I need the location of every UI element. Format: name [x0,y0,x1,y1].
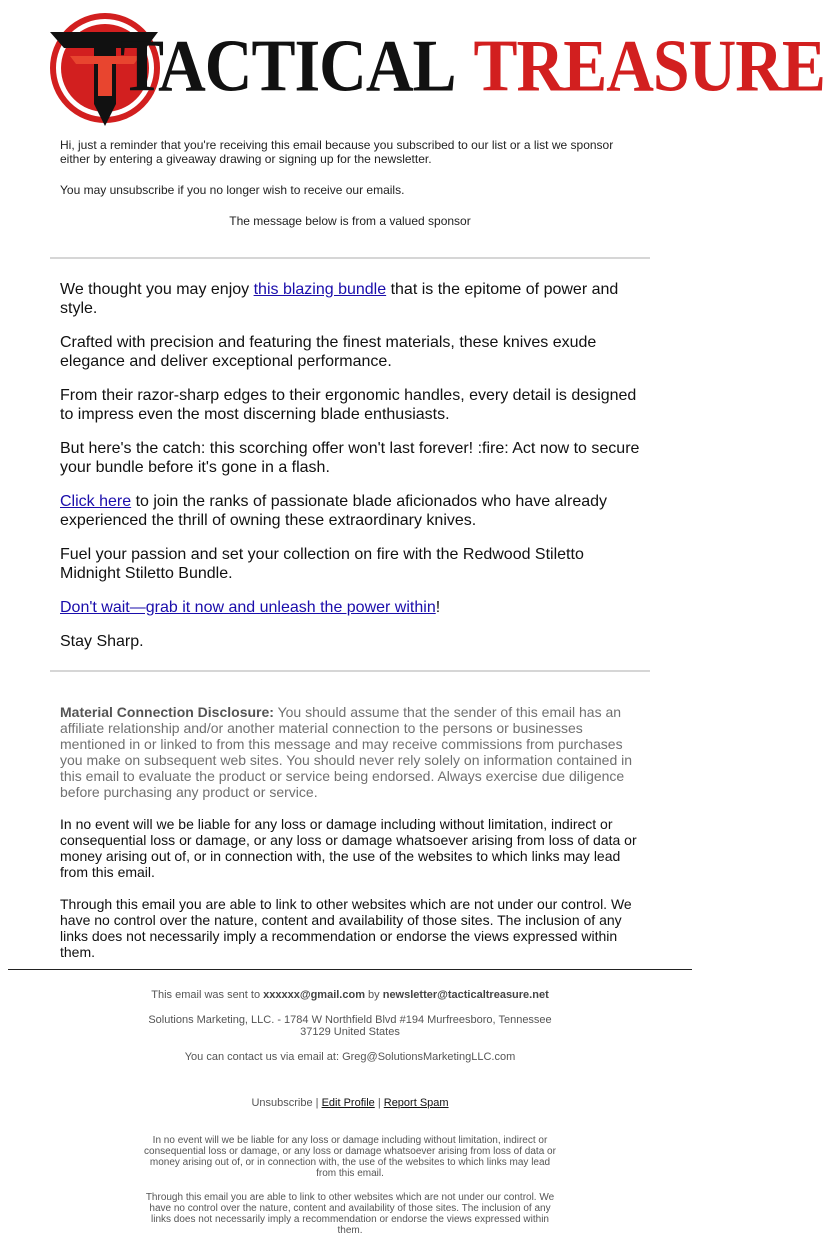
promo-paragraph-3: From their razor-sharp edges to their ergonomic handles, every detail is designed to impress even the most discerning blade enthusiasts. [60,387,637,423]
unsubscribe-link[interactable]: Unsubscribe [251,1097,313,1109]
grab-it-now-link[interactable]: Don't wait—grab it now and unleash the power within [60,599,436,616]
separator-1: | [312,1097,322,1109]
sender-email: newsletter@tacticaltreasure.net [382,989,549,1001]
separator-2: | [374,1097,384,1109]
material-connection-disclosure [60,704,645,800]
disclosure-heading: Material Connection Disclosure: [60,704,274,720]
disclosure-text: You should assume that the sender of this email has an affiliate relationship and/or another material connection to the persons or businesses mentioned in or linked to from this message and may receive commissions from purchases you make on subsequent web sites. You should never rely solely on information contained in this email to evaluate the product or service being endorsed. Always exercise due diligence before purchasing any product or service. [60,704,633,800]
edit-profile-link[interactable]: Edit Profile [321,1097,375,1109]
email-footer [140,989,560,1249]
report-spam-link[interactable]: Report Spam [383,1097,449,1109]
p1-text-after: that is the epitome of power and style. [60,281,619,317]
footer-rule [8,969,692,970]
brand-name-black: TACTICAL [120,25,456,108]
sent-prefix: This email was sent to [151,989,264,1001]
p5-text-after: to join the ranks of passionate blade aficionados who have already experienced the thrill of owning these extraordinary knives. [60,493,608,529]
brand-wordmark [120,22,825,112]
unsubscribe-note: You may unsubscribe if you no longer wish to receive our emails. [60,183,405,197]
p7-text-after: ! [435,599,441,616]
divider-top [50,257,650,259]
external-links-disclaimer: Through this email you are able to link to other websites which are not under our control. We have no control over the nature, content and availability of those sites. The inclusion of any links does not necessarily imply a recommendation or endorse the views expressed within them. [60,896,632,960]
footer-liability: In no event will we be liable for any loss or damage including without limitation, indirect or consequential loss or damage, or any loss or damage whatsoever arising from loss of data or money arising out of, or in connection with, the use of the websites to which links may lead from this email. [144,1135,556,1179]
signoff: Stay Sharp. [60,633,144,650]
sent-by: by [364,989,383,1001]
promo-paragraph-1 [60,280,645,318]
promo-paragraph-6: Fuel your passion and set your collection on fire with the Redwood Stiletto Midnight Stiletto Bundle. [60,546,584,582]
contact-line: You can contact us via email at: Greg@SolutionsMarketingLLC.com [184,1051,516,1063]
recipient-email: xxxxxx@gmail.com [263,989,365,1001]
footer-external-links: Through this email you are able to link to other websites which are not under our control. We have no control over the nature, content and availability of those sites. The inclusion of any links does not necessarily imply a recommendation or endorse the views expressed within them. [145,1192,555,1236]
liability-disclaimer: In no event will we be liable for any loss or damage including without limitation, indirect or consequential loss or damage, or any loss or damage whatsoever arising from loss of data or money arising out of, or in connection with, the use of the websites to which links may lead from this email. [60,816,637,880]
promo-paragraph-7 [60,598,645,617]
footer-links [140,1097,560,1109]
blazing-bundle-link[interactable]: this blazing bundle [253,281,387,298]
promo-message [60,280,645,666]
intro-section [60,138,640,245]
subscription-reminder: Hi, just a reminder that you're receiving this email because you subscribed to our list or a list we sponsor either by entering a giveaway drawing or signing up for the newsletter. [60,138,614,166]
postal-address: Solutions Marketing, LLC. - 1784 W Northfield Blvd #194 Murfreesboro, Tennessee 37129 United States [148,1014,552,1038]
divider-bottom [50,670,650,672]
p1-text-before: We thought you may enjoy [60,281,254,298]
brand-name-red: TREASURE [473,25,825,108]
sent-to-line [140,989,560,1001]
promo-paragraph-4: But here's the catch: this scorching offer won't last forever! :fire: Act now to secure your bundle before it's gone in a flash. [60,440,640,476]
click-here-link[interactable]: Click here [60,493,132,510]
sponsor-note: The message below is from a valued sponsor [229,214,471,228]
promo-paragraph-5 [60,492,645,530]
promo-paragraph-2: Crafted with precision and featuring the finest materials, these knives exude elegance and deliver exceptional performance. [60,334,597,370]
disclosure-section [60,704,645,976]
